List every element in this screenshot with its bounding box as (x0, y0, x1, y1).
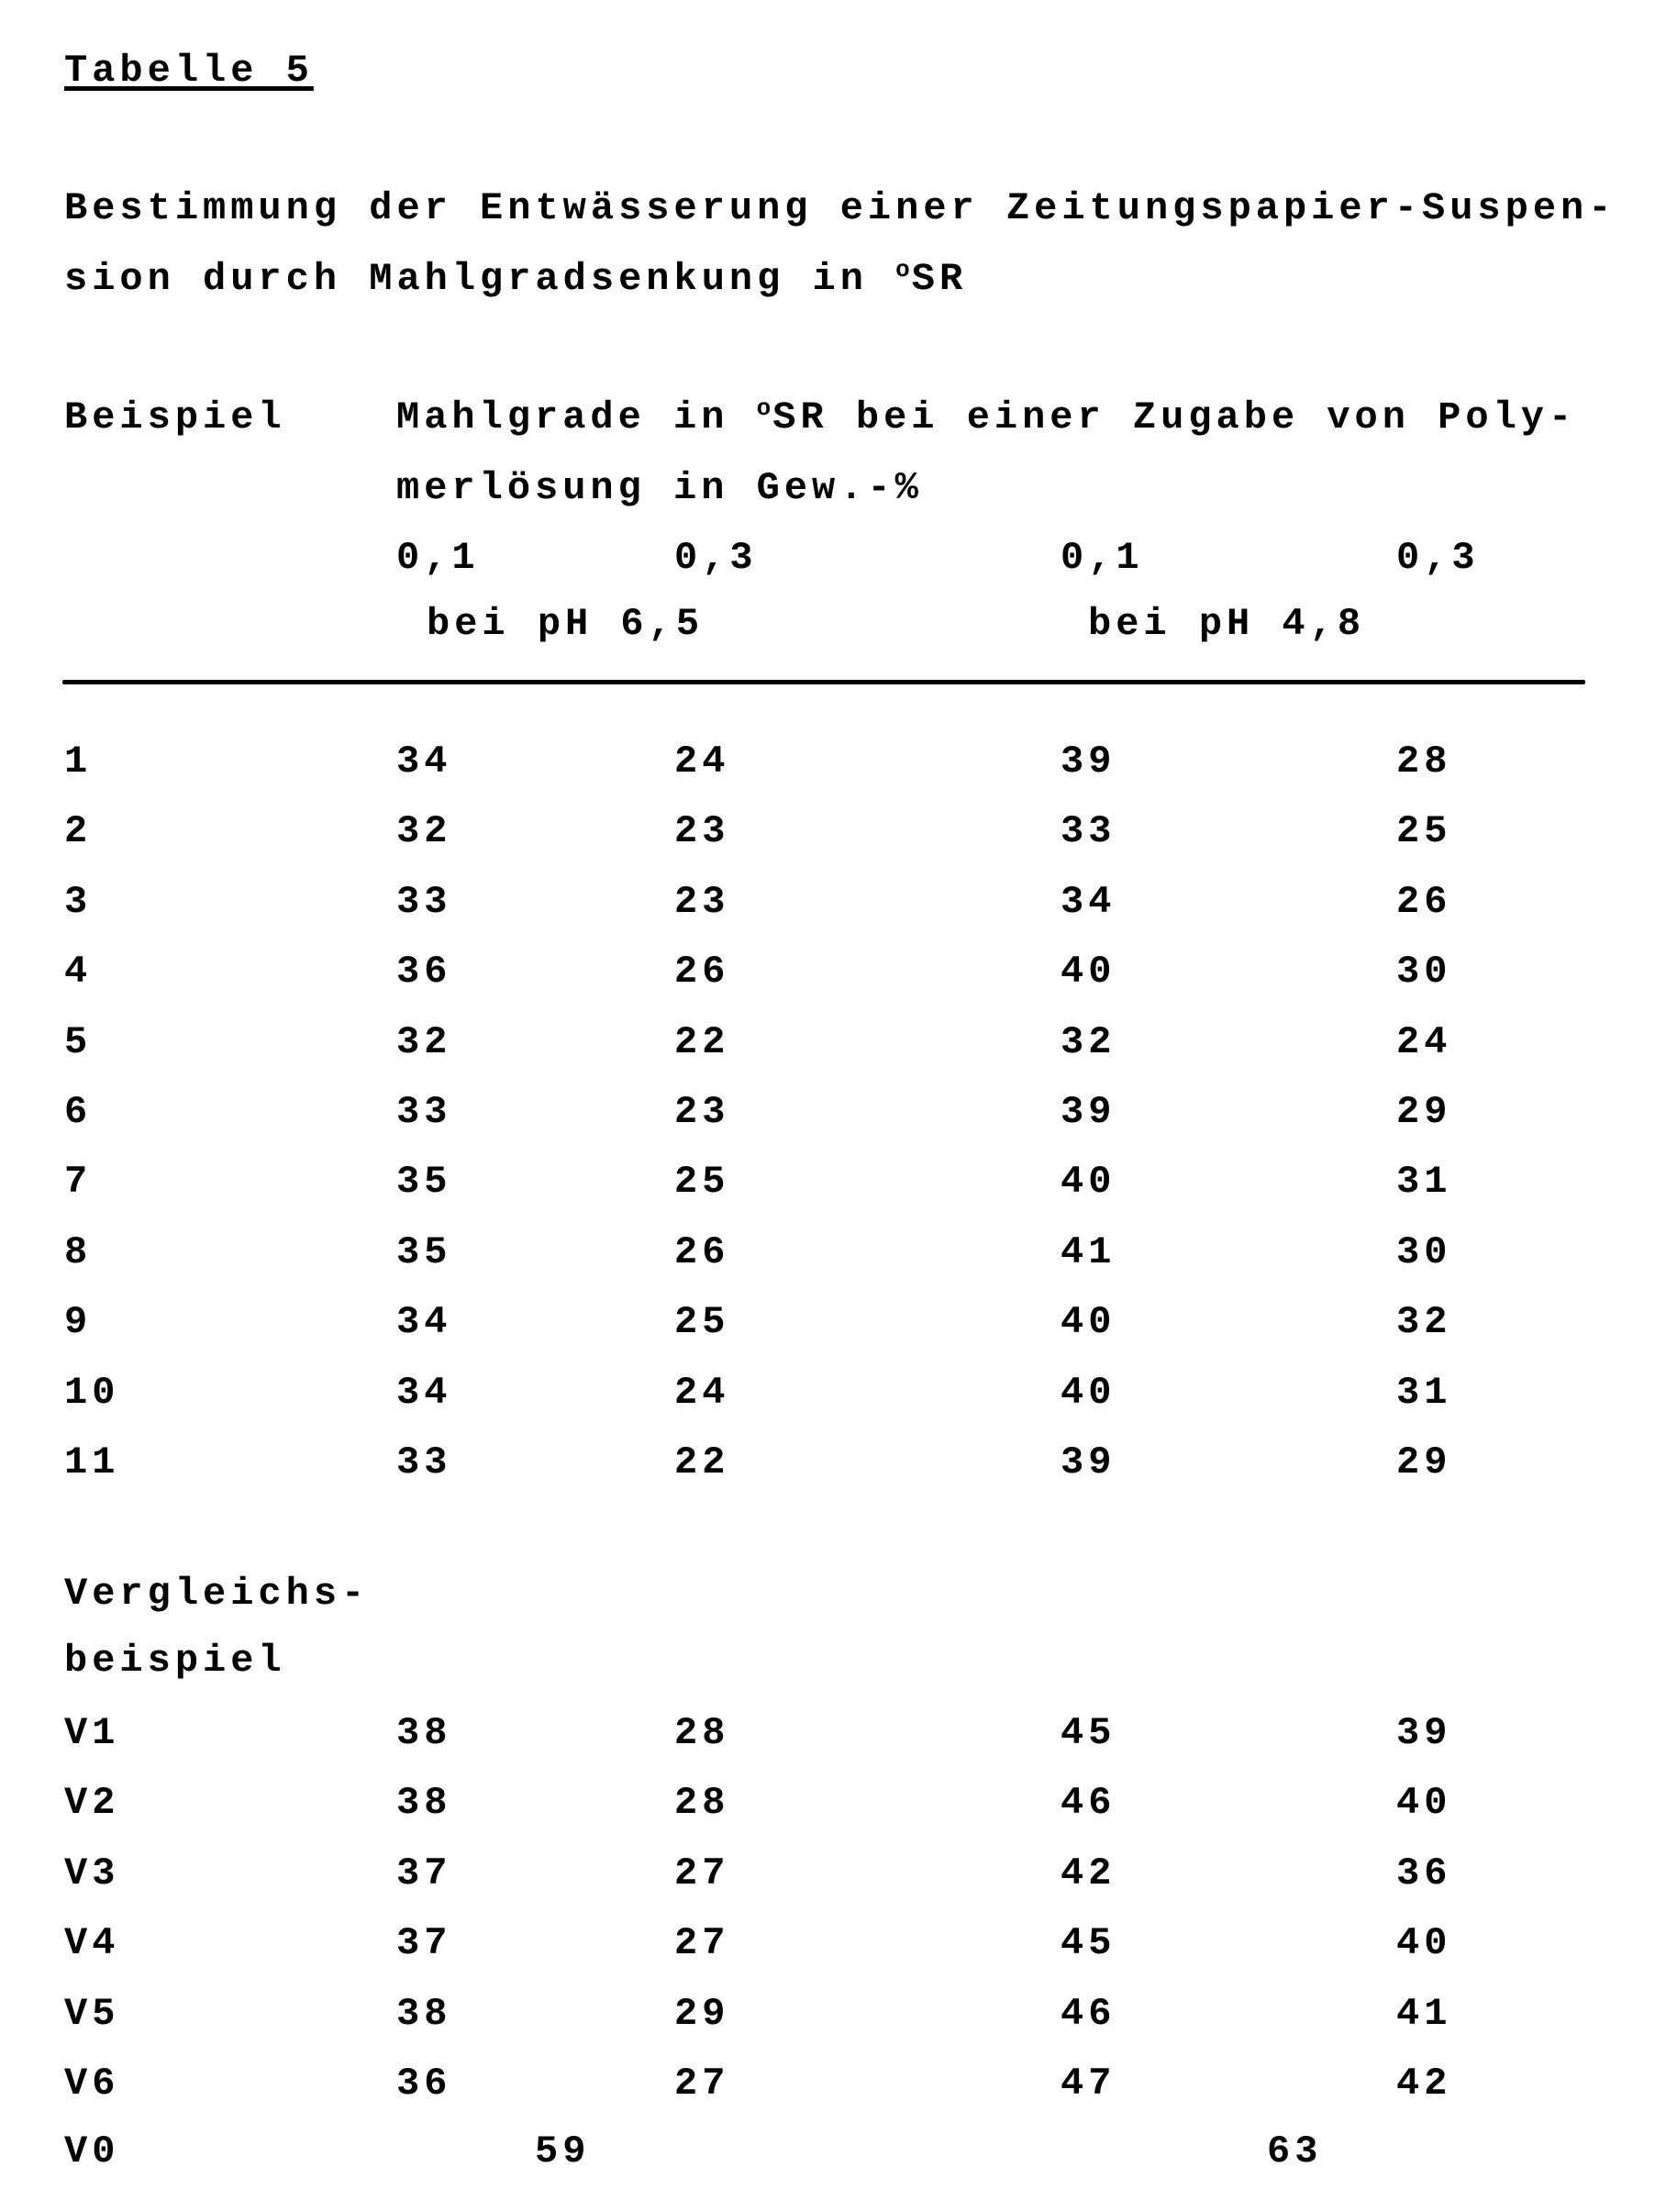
table-cell: 46 (1061, 1781, 1116, 1825)
blank-value-ph48: 63 (1267, 2129, 1323, 2173)
row-label: 3 (64, 880, 93, 924)
table-cell: 32 (1396, 1300, 1452, 1344)
table-cell: 32 (1061, 1020, 1116, 1064)
table-cell: 42 (1396, 2062, 1452, 2106)
blank-value-ph65: 59 (535, 2129, 591, 2173)
table-cell: 24 (674, 739, 730, 784)
table-cell: 32 (396, 1020, 452, 1064)
comparison-row-label: V4 (64, 1921, 120, 1965)
table-cell: 38 (396, 1711, 452, 1755)
table-cell: 23 (674, 880, 730, 924)
header-text: Mahlgrade in (396, 395, 757, 439)
table-cell: 40 (1396, 1921, 1452, 1965)
comparison-row-label: V3 (64, 1851, 120, 1895)
row-label: 6 (64, 1090, 93, 1134)
table-cell: 34 (396, 739, 452, 784)
table-cell: 38 (396, 1781, 452, 1825)
table-cell: 26 (674, 950, 730, 994)
table-cell: 36 (1396, 1851, 1452, 1895)
column-header-description-line-1 (396, 395, 1577, 439)
comparison-row-label: V1 (64, 1711, 120, 1755)
degree-symbol: o (756, 395, 773, 422)
ph-group-header: bei pH 4,8 (1088, 602, 1366, 646)
row-label: 4 (64, 950, 93, 994)
header-text: SR bei einer Zugabe von Poly- (772, 395, 1577, 439)
header-divider (62, 680, 1585, 684)
table-cell: 25 (674, 1160, 730, 1204)
row-label: 8 (64, 1230, 93, 1274)
title-text: sion durch Mahlgradsenkung in (64, 257, 896, 301)
table-cell: 29 (1396, 1090, 1452, 1134)
table-cell: 39 (1061, 1440, 1116, 1484)
row-label: 10 (64, 1371, 120, 1415)
row-label: 11 (64, 1440, 120, 1484)
table-cell: 37 (396, 1851, 452, 1895)
table-cell: 34 (396, 1300, 452, 1344)
table-cell: 26 (674, 1230, 730, 1274)
table-cell: 22 (674, 1440, 730, 1484)
table-cell: 25 (674, 1300, 730, 1344)
table-cell: 24 (1396, 1020, 1452, 1064)
table-cell: 26 (1396, 880, 1452, 924)
comparison-row-label: V2 (64, 1781, 120, 1825)
comparison-row-label: V5 (64, 1992, 120, 2036)
table-cell: 40 (1061, 950, 1116, 994)
table-cell: 36 (396, 950, 452, 994)
table-cell: 30 (1396, 950, 1452, 994)
row-label: 1 (64, 739, 93, 784)
table-cell: 39 (1061, 739, 1116, 784)
table-cell: 33 (396, 1440, 452, 1484)
concentration-header: 0,1 (396, 536, 480, 580)
concentration-header: 0,1 (1061, 536, 1144, 580)
concentration-header: 0,3 (1396, 536, 1480, 580)
table-cell: 23 (674, 1090, 730, 1134)
row-label: 5 (64, 1020, 93, 1064)
table-cell: 41 (1061, 1230, 1116, 1274)
column-header-description-line-2: merlösung in Gew.-% (396, 466, 923, 510)
row-label: 9 (64, 1300, 93, 1344)
table-cell: 34 (1061, 880, 1116, 924)
table-cell: 45 (1061, 1921, 1116, 1965)
table-caption: Tabelle 5 (64, 49, 314, 93)
table-cell: 38 (396, 1992, 452, 2036)
table-cell: 28 (674, 1711, 730, 1755)
column-header-beispiel: Beispiel (64, 395, 286, 439)
table-cell: 35 (396, 1160, 452, 1204)
table-title-line-2 (64, 256, 968, 301)
table-cell: 39 (1396, 1711, 1452, 1755)
table-cell: 29 (674, 1992, 730, 2036)
comparison-heading-line-1: Vergleichs- (64, 1572, 370, 1616)
table-cell: 33 (396, 880, 452, 924)
table-cell: 47 (1061, 2062, 1116, 2106)
table-cell: 27 (674, 2062, 730, 2106)
table-cell: 29 (1396, 1440, 1452, 1484)
table-cell: 23 (674, 809, 730, 853)
comparison-heading-line-2: beispiel (64, 1639, 286, 1683)
table-cell: 41 (1396, 1992, 1452, 2036)
table-cell: 27 (674, 1851, 730, 1895)
table-cell: 35 (396, 1230, 452, 1274)
table-cell: 36 (396, 2062, 452, 2106)
row-label: 2 (64, 809, 93, 853)
table-cell: 31 (1396, 1160, 1452, 1204)
table-cell: 33 (1061, 809, 1116, 853)
table-cell: 34 (396, 1371, 452, 1415)
table-cell: 39 (1061, 1090, 1116, 1134)
table-cell: 28 (1396, 739, 1452, 784)
blank-row-label: V0 (64, 2129, 120, 2173)
table-cell: 30 (1396, 1230, 1452, 1274)
table-cell: 27 (674, 1921, 730, 1965)
unit-sr: SR (911, 257, 968, 301)
comparison-row-label: V6 (64, 2062, 120, 2106)
concentration-header: 0,3 (674, 536, 758, 580)
table-title-line-1: Bestimmung der Entwässerung einer Zeitungspapier-Suspen- (64, 186, 1616, 230)
table-cell: 40 (1061, 1371, 1116, 1415)
table-cell: 40 (1396, 1781, 1452, 1825)
table-cell: 37 (396, 1921, 452, 1965)
table-cell: 31 (1396, 1371, 1452, 1415)
ph-group-header: bei pH 6,5 (427, 602, 705, 646)
table-cell: 40 (1061, 1300, 1116, 1344)
table-cell: 32 (396, 809, 452, 853)
row-label: 7 (64, 1160, 93, 1204)
table-cell: 42 (1061, 1851, 1116, 1895)
table-cell: 28 (674, 1781, 730, 1825)
degree-symbol: o (895, 256, 912, 283)
table-cell: 24 (674, 1371, 730, 1415)
table-cell: 40 (1061, 1160, 1116, 1204)
table-cell: 22 (674, 1020, 730, 1064)
table-cell: 46 (1061, 1992, 1116, 2036)
table-cell: 25 (1396, 809, 1452, 853)
table-cell: 45 (1061, 1711, 1116, 1755)
table-cell: 33 (396, 1090, 452, 1134)
